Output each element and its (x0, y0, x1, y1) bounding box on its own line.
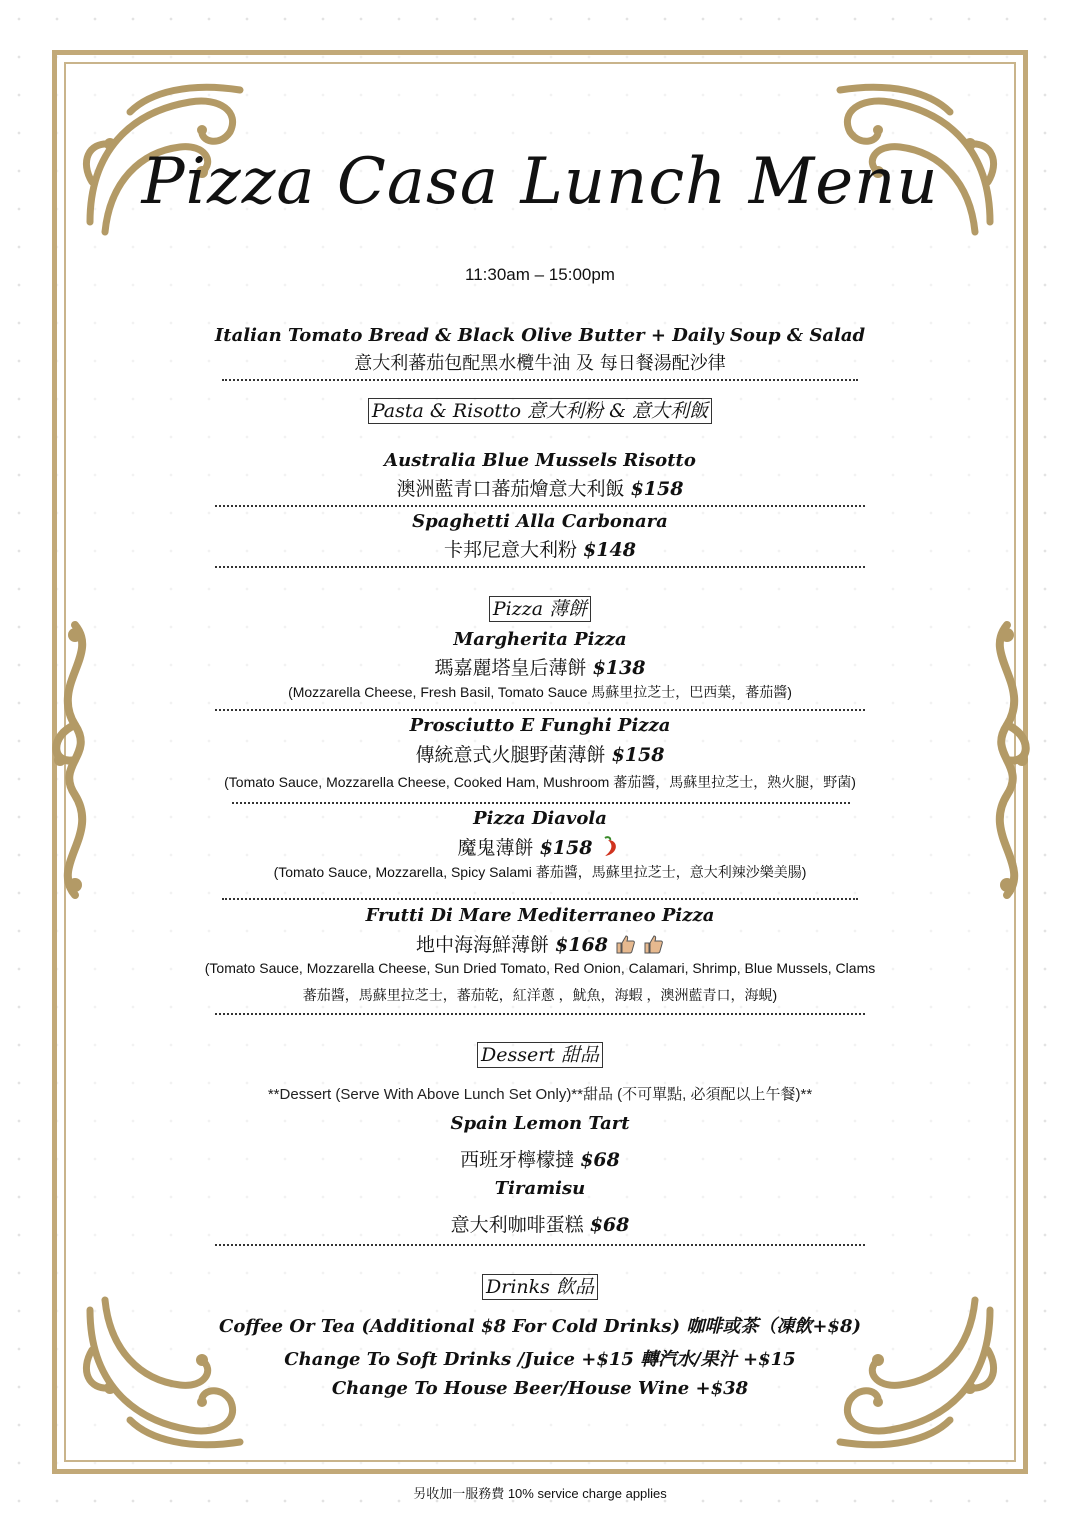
menu-item-description: (Tomato Sauce, Mozzarella Cheese, Sun Dried Tomato, Red Onion, Calamari, Shrimp, Blue Mussels, Clams (204, 960, 876, 976)
drinks-line: Change To House Beer/House Wine +$38 (331, 1378, 749, 1399)
starter-zh: 意大利蕃茄包配黑水欖牛油 及 每日餐湯配沙律 (354, 353, 726, 374)
opening-hours: 11:30am – 15:00pm (465, 265, 615, 284)
menu-item-price: $68 (589, 1214, 630, 1236)
chili-icon (599, 834, 623, 858)
section-heading-dessert: Dessert 甜品 (477, 1042, 603, 1068)
section-heading-pizza: Pizza 薄餅 (489, 596, 591, 622)
menu-item-price: $158 (539, 837, 593, 859)
menu-item-name-zh: 意大利咖啡蛋糕 (450, 1214, 584, 1236)
menu-item-name-en: Tiramisu (494, 1178, 586, 1199)
menu-item-name-zh: 地中海海鮮薄餅 (415, 934, 549, 956)
divider (215, 1013, 865, 1015)
menu-item-row (80, 833, 1000, 860)
menu-item-name-zh: 傳統意式火腿野菌薄餅 (415, 744, 606, 766)
menu-item-price: $138 (592, 657, 646, 679)
menu-item-row (80, 1210, 1000, 1237)
menu-item-row (80, 535, 1000, 562)
menu-item-name-en: Spaghetti Alla Carbonara (412, 511, 668, 532)
divider (222, 898, 858, 900)
divider (232, 802, 850, 804)
divider (215, 1244, 865, 1246)
menu-item-name-zh: 魔鬼薄餅 (457, 837, 534, 859)
menu-item-name-en: Frutti Di Mare Mediterraneo Pizza (365, 905, 715, 926)
menu-item-price: $168 (555, 934, 608, 956)
menu-item-name-zh: 卡邦尼意大利粉 (444, 539, 578, 561)
divider (215, 709, 865, 711)
menu-item-name-en: Australia Blue Mussels Risotto (384, 450, 696, 471)
service-charge-note: 另收加一服務費 10% service charge applies (413, 1486, 667, 1501)
menu-item-row (80, 740, 1000, 767)
menu-item-name-en: Margherita Pizza (453, 629, 627, 650)
thumbs-up-icon (642, 933, 664, 955)
menu-item-row (80, 474, 1000, 501)
menu-item-name-en: Pizza Diavola (473, 808, 607, 829)
menu-item-description: (Tomato Sauce, Mozzarella Cheese, Cooked Ham, Mushroom 蕃茄醬，馬蘇里拉芝士，熟火腿，野菌) (224, 774, 856, 790)
menu-item-row (80, 653, 1000, 680)
menu-item-price: $158 (611, 744, 665, 766)
menu-item-name-zh: 澳洲藍青口蕃茄燴意大利飯 (396, 478, 625, 500)
menu-item-name-zh: 瑪嘉麗塔皇后薄餅 (434, 657, 587, 679)
menu-item-name-zh: 西班牙檸檬撻 (460, 1149, 575, 1171)
starter-en: Italian Tomato Bread & Black Olive Butter + Daily Soup & Salad (214, 325, 866, 346)
menu-item-description-zh: 蕃茄醬，馬蘇里拉芝士，蕃茄乾，紅洋蔥 ，魷魚，海蝦 ，澳洲藍青口，海蜆) (302, 987, 778, 1003)
menu-item-row (80, 930, 1000, 957)
menu-item-price: $148 (583, 539, 636, 561)
divider (215, 505, 865, 507)
menu-item-row (80, 1145, 1000, 1172)
divider (215, 566, 865, 568)
divider (222, 379, 858, 381)
drinks-line: Coffee Or Tea (Additional $8 For Cold Drinks) 咖啡或茶（凍飲+$8) (219, 1316, 861, 1337)
drinks-line: Change To Soft Drinks /Juice +$15 轉汽水/果汁 +$15 (284, 1349, 796, 1370)
dessert-note: **Dessert (Serve With Above Lunch Set Only)**甜品 (不可單點, 必須配以上午餐)** (267, 1086, 813, 1103)
menu-item-price: $158 (630, 478, 684, 500)
section-heading-pasta: Pasta & Risotto 意大利粉 & 意大利飯 (368, 398, 712, 424)
menu-item-name-en: Spain Lemon Tart (450, 1113, 630, 1134)
menu-title: Pizza Casa Lunch Menu (141, 145, 939, 219)
menu-item-description: (Tomato Sauce, Mozzarella, Spicy Salami 蕃茄醬，馬蘇里拉芝士，意大利辣沙樂美腸) (273, 864, 807, 880)
menu-item-name-en: Prosciutto E Funghi Pizza (409, 715, 671, 736)
menu-item-price: $68 (580, 1149, 620, 1171)
thumbs-up-icon (614, 933, 636, 955)
menu-item-description: (Mozzarella Cheese, Fresh Basil, Tomato Sauce 馬蘇里拉芝士，巴西葉，蕃茄醬) (288, 684, 792, 700)
section-heading-drinks: Drinks 飲品 (482, 1274, 598, 1300)
